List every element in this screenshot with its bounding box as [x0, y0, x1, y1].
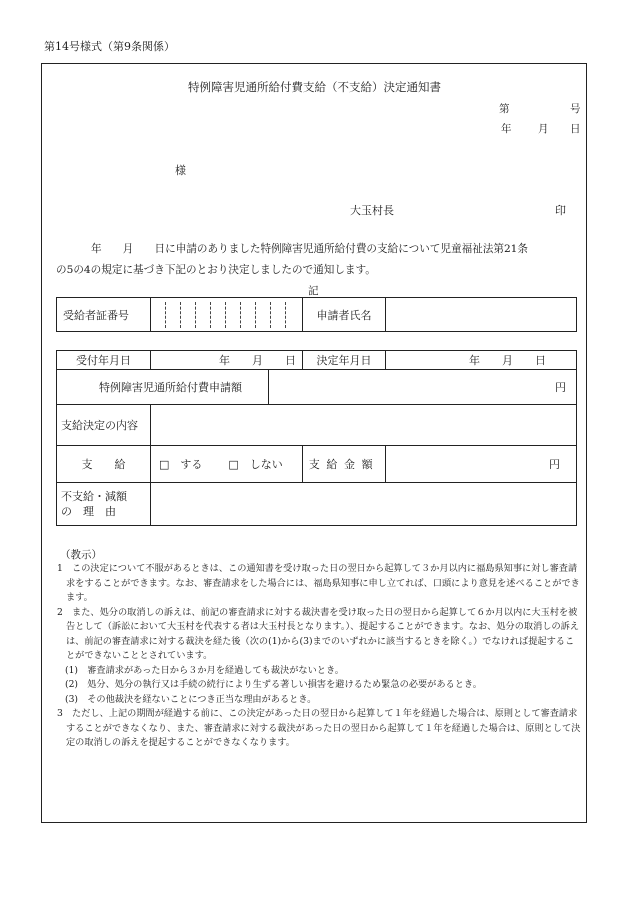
decision-table	[56, 350, 577, 526]
body-line-2: の5の4の規定に基づき下記のとおり決定しましたので通知します。	[56, 264, 376, 276]
decision-date-field[interactable]: 年 月 日	[386, 351, 577, 370]
applicant-name-label: 申請者氏名	[303, 298, 386, 332]
recipient-number-label: 受給者証番号	[57, 298, 151, 332]
reason-label-line2: の 理 由	[61, 505, 116, 518]
seal-mark: 印	[555, 204, 566, 217]
number-suffix: 号	[570, 103, 581, 115]
note-subitem: (2) 処分、処分の執行又は手続の続行により生ずる著しい損害を避けるため緊急の必要があるとき。	[65, 679, 482, 690]
reason-field[interactable]	[151, 483, 577, 526]
applicant-name-field[interactable]	[386, 298, 577, 332]
content-field[interactable]	[151, 405, 577, 446]
recipient-number-field[interactable]	[151, 298, 303, 332]
date-year: 年	[501, 123, 512, 135]
number-prefix: 第	[499, 103, 510, 115]
addressee-suffix: 様	[175, 164, 186, 177]
issuer: 大玉村長	[350, 204, 394, 217]
receipt-date-label: 受付年月日	[57, 351, 151, 370]
payment-label: 支 給	[57, 446, 151, 483]
payment-amount-label: 支給金額	[303, 446, 386, 483]
notes-heading: （教示）	[60, 549, 102, 561]
body-line-1: 年 月 日に申請のありました特例障害児通所給付費の支給について児童福祉法第21条	[91, 243, 529, 255]
date-day: 日	[570, 123, 581, 135]
date-month: 月	[538, 123, 549, 135]
form-id: 第14号様式（第9条関係）	[44, 40, 175, 53]
note-item: 2 また、処分の取消しの訴えは、前記の審査請求に対する裁決書を受け取った日の翌日から起算して６か月以内に大玉村を被告として（訴訟において大玉村を代表する者は大玉村長となります。）、提起することができます。なお、処分の取消しの訴えは、前記の審査請求に対する裁決を経た後（次の(1)から(3)までのいずれかに該当するときを除く。）でなければ提起することができないこととされています。	[57, 606, 580, 661]
checkbox-no[interactable]: □ しない	[228, 458, 283, 471]
claim-amount-field[interactable]: 円	[269, 370, 577, 405]
recipient-table	[56, 297, 577, 332]
note-subitem: (1) 審査請求があった日から３か月を経過しても裁決がないとき。	[65, 664, 344, 676]
note-item: 3 ただし、上記の期間が経過する前に、この決定があった日の翌日から起算して１年を経過した場合は、原則として審査請求することができなくなり、また、審査請求に対する裁決があった日の翌日から起算して１年を経過した場合は、原則として決定の取消しの訴えを提起することができなくなります。	[57, 708, 581, 748]
note-item: 1 この決定について不服があるときは、この通知書を受け取った日の翌日から起算して３か月以内に福島県知事に対し審査請求をすることができます。なお、審査請求をした場合には、福島県知事に申し立てれば、口頭により意見を述べることができます。	[57, 563, 580, 603]
decision-date-label: 決定年月日	[303, 351, 386, 370]
reason-label	[57, 483, 151, 526]
note-subitem: (3) その他裁決を経ないことにつき正当な理由があるとき。	[65, 693, 317, 705]
ki-heading: 記	[308, 285, 319, 297]
checkbox-yes[interactable]: □ する	[159, 458, 203, 471]
payment-choice	[151, 446, 303, 483]
reason-label-line1: 不支給・減額	[61, 490, 127, 503]
receipt-date-field[interactable]: 年 月 日	[151, 351, 303, 370]
notes-list	[57, 562, 582, 751]
content-label: 支給決定の内容	[57, 405, 151, 446]
claim-amount-label: 特例障害児通所給付費申請額	[57, 370, 269, 405]
document-title: 特例障害児通所給付費支給（不支給）決定通知書	[188, 80, 441, 94]
payment-amount-field[interactable]: 円	[386, 446, 577, 483]
